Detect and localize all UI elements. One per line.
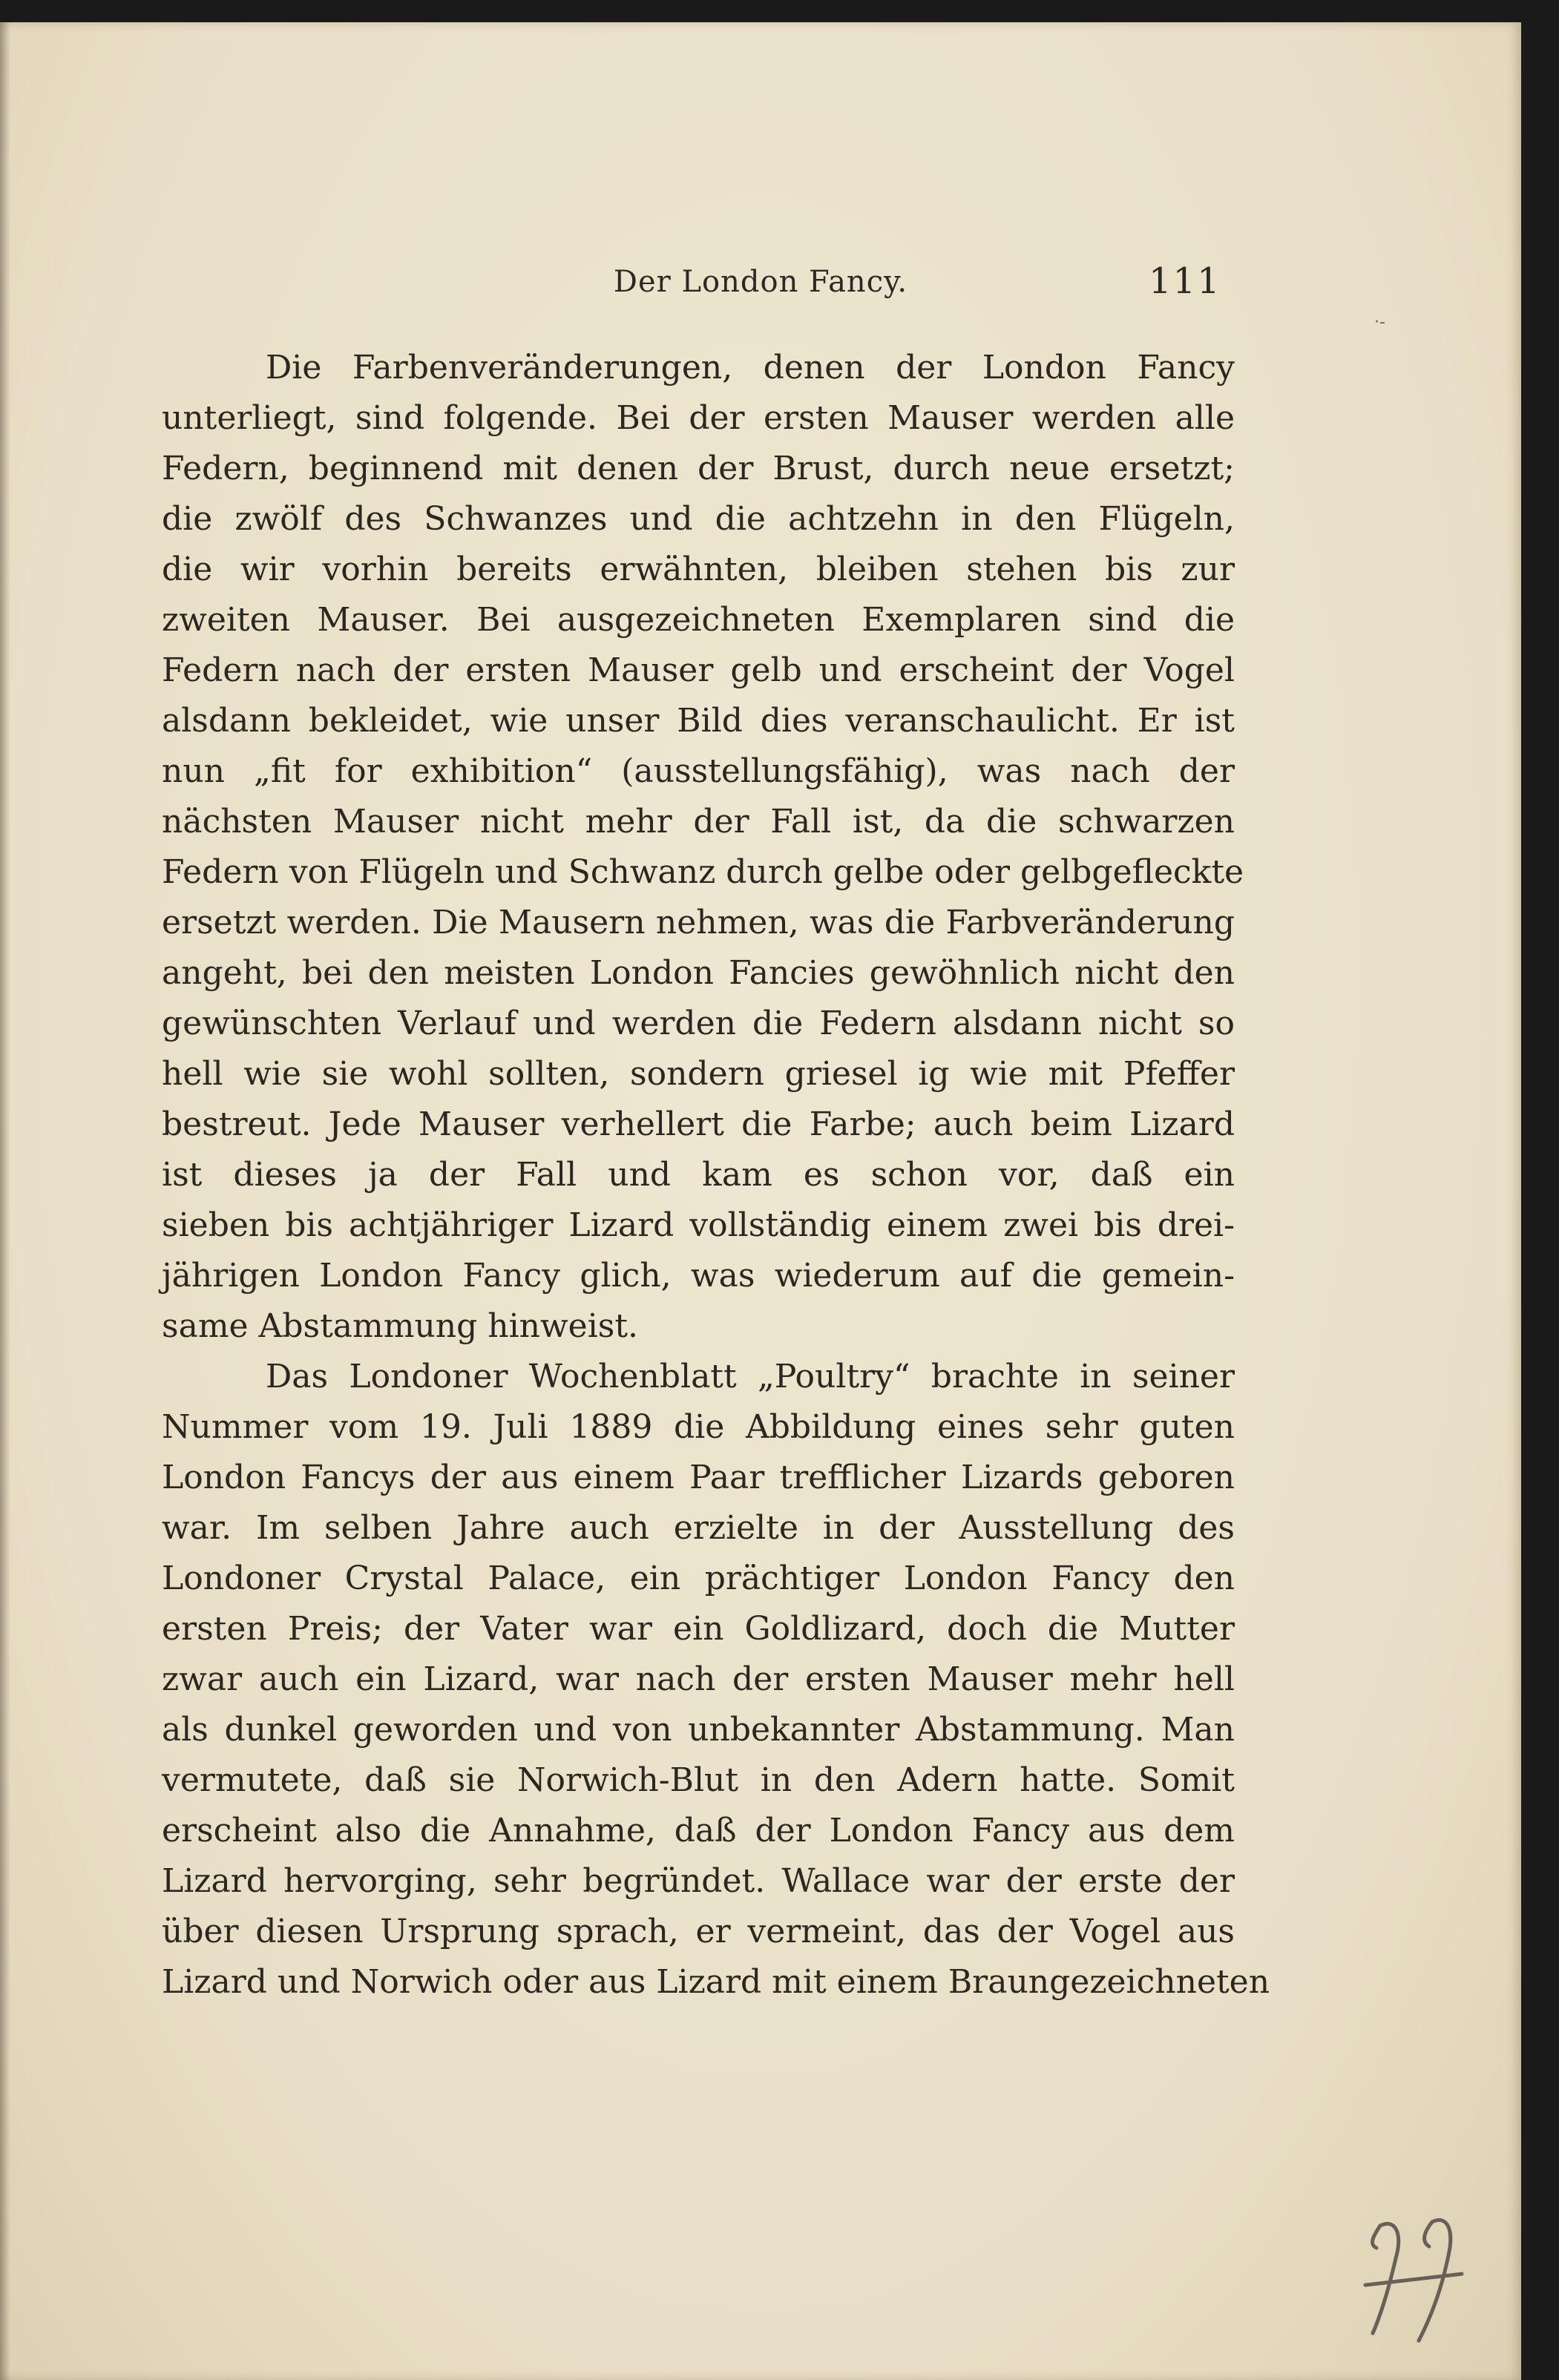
text-line: vermutete, daß sie Norwich-Blut in den Adern hatte. Somit — [162, 1761, 1235, 1799]
handwritten-signature-icon — [1350, 2203, 1484, 2352]
text-line: Londoner Crystal Palace, ein prächtiger London Fancy den — [162, 1559, 1235, 1597]
page-number: 111 — [1149, 260, 1221, 302]
text-line: Federn von Flügeln und Schwanz durch gelbe oder gelbgefleckte — [162, 853, 1244, 891]
text-line: zwar auch ein Lizard, war nach der ersten Mauser mehr hell — [162, 1660, 1235, 1698]
text-line: die wir vorhin bereits erwähnten, bleiben stehen bis zur — [162, 550, 1235, 588]
text-line: die zwölf des Schwanzes und die achtzehn in den Flügeln, — [162, 500, 1235, 538]
text-line: Nummer vom 19. Juli 1889 die Abbildung eines sehr guten — [162, 1408, 1235, 1446]
running-title: Der London Fancy. — [613, 265, 908, 299]
text-line: Das Londoner Wochenblatt „Poultry“ brachte in seiner — [266, 1358, 1235, 1396]
text-line: ersten Preis; der Vater war ein Goldlizard, doch die Mutter — [162, 1610, 1235, 1648]
text-line: als dunkel geworden und von unbekannter Abstammung. Man — [162, 1711, 1235, 1749]
book-page — [0, 22, 1521, 2380]
margin-mark: ·- — [1374, 313, 1385, 332]
text-line: jährigen London Fancy glich, was wiederum auf die gemein- — [162, 1257, 1235, 1295]
text-line: bestreut. Jede Mauser verhellert die Farbe; auch beim Lizard — [162, 1105, 1235, 1143]
text-line: hell wie sie wohl sollten, sondern griesel ig wie mit Pfeffer — [162, 1055, 1235, 1093]
text-line: war. Im selben Jahre auch erzielte in der Ausstellung des — [162, 1509, 1235, 1547]
text-line: ersetzt werden. Die Mausern nehmen, was die Farbveränderung — [162, 904, 1235, 941]
text-line: gewünschten Verlauf und werden die Federn alsdann nicht so — [162, 1005, 1235, 1042]
page-header — [0, 254, 1521, 314]
text-line: Lizard und Norwich oder aus Lizard mit einem Braungezeichneten — [162, 1963, 1270, 2001]
text-line: Federn, beginnend mit denen der Brust, durch neue ersetzt; — [162, 450, 1235, 487]
text-line: Lizard hervorging, sehr begründet. Wallace war der erste der — [162, 1862, 1235, 1900]
text-line: same Abstammung hinweist. — [162, 1307, 639, 1345]
text-line: erscheint also die Annahme, daß der London Fancy aus dem — [162, 1812, 1235, 1850]
text-line: sieben bis achtjähriger Lizard vollständig einem zwei bis drei- — [162, 1206, 1235, 1244]
text-line: Federn nach der ersten Mauser gelb und erscheint der Vogel — [162, 651, 1235, 689]
text-line: London Fancys der aus einem Paar trefflicher Lizards geboren — [162, 1459, 1235, 1496]
text-line: zweiten Mauser. Bei ausgezeichneten Exemplaren sind die — [162, 601, 1235, 639]
text-line: über diesen Ursprung sprach, er vermeint, das der Vogel aus — [162, 1913, 1235, 1950]
text-line: nun „fit for exhibition“ (ausstellungsfähig), was nach der — [162, 752, 1235, 790]
text-line: unterliegt, sind folgende. Bei der ersten Mauser werden alle — [162, 399, 1235, 437]
text-line: angeht, bei den meisten London Fancies gewöhnlich nicht den — [162, 954, 1235, 992]
text-line: alsdann bekleidet, wie unser Bild dies veranschaulicht. Er ist — [162, 702, 1235, 740]
body-text — [162, 343, 1270, 2008]
text-line: nächsten Mauser nicht mehr der Fall ist, da die schwarzen — [162, 803, 1235, 841]
text-line: ist dieses ja der Fall und kam es schon vor, daß ein — [162, 1156, 1235, 1194]
text-line: Die Farbenveränderungen, denen der London Fancy — [266, 349, 1235, 387]
